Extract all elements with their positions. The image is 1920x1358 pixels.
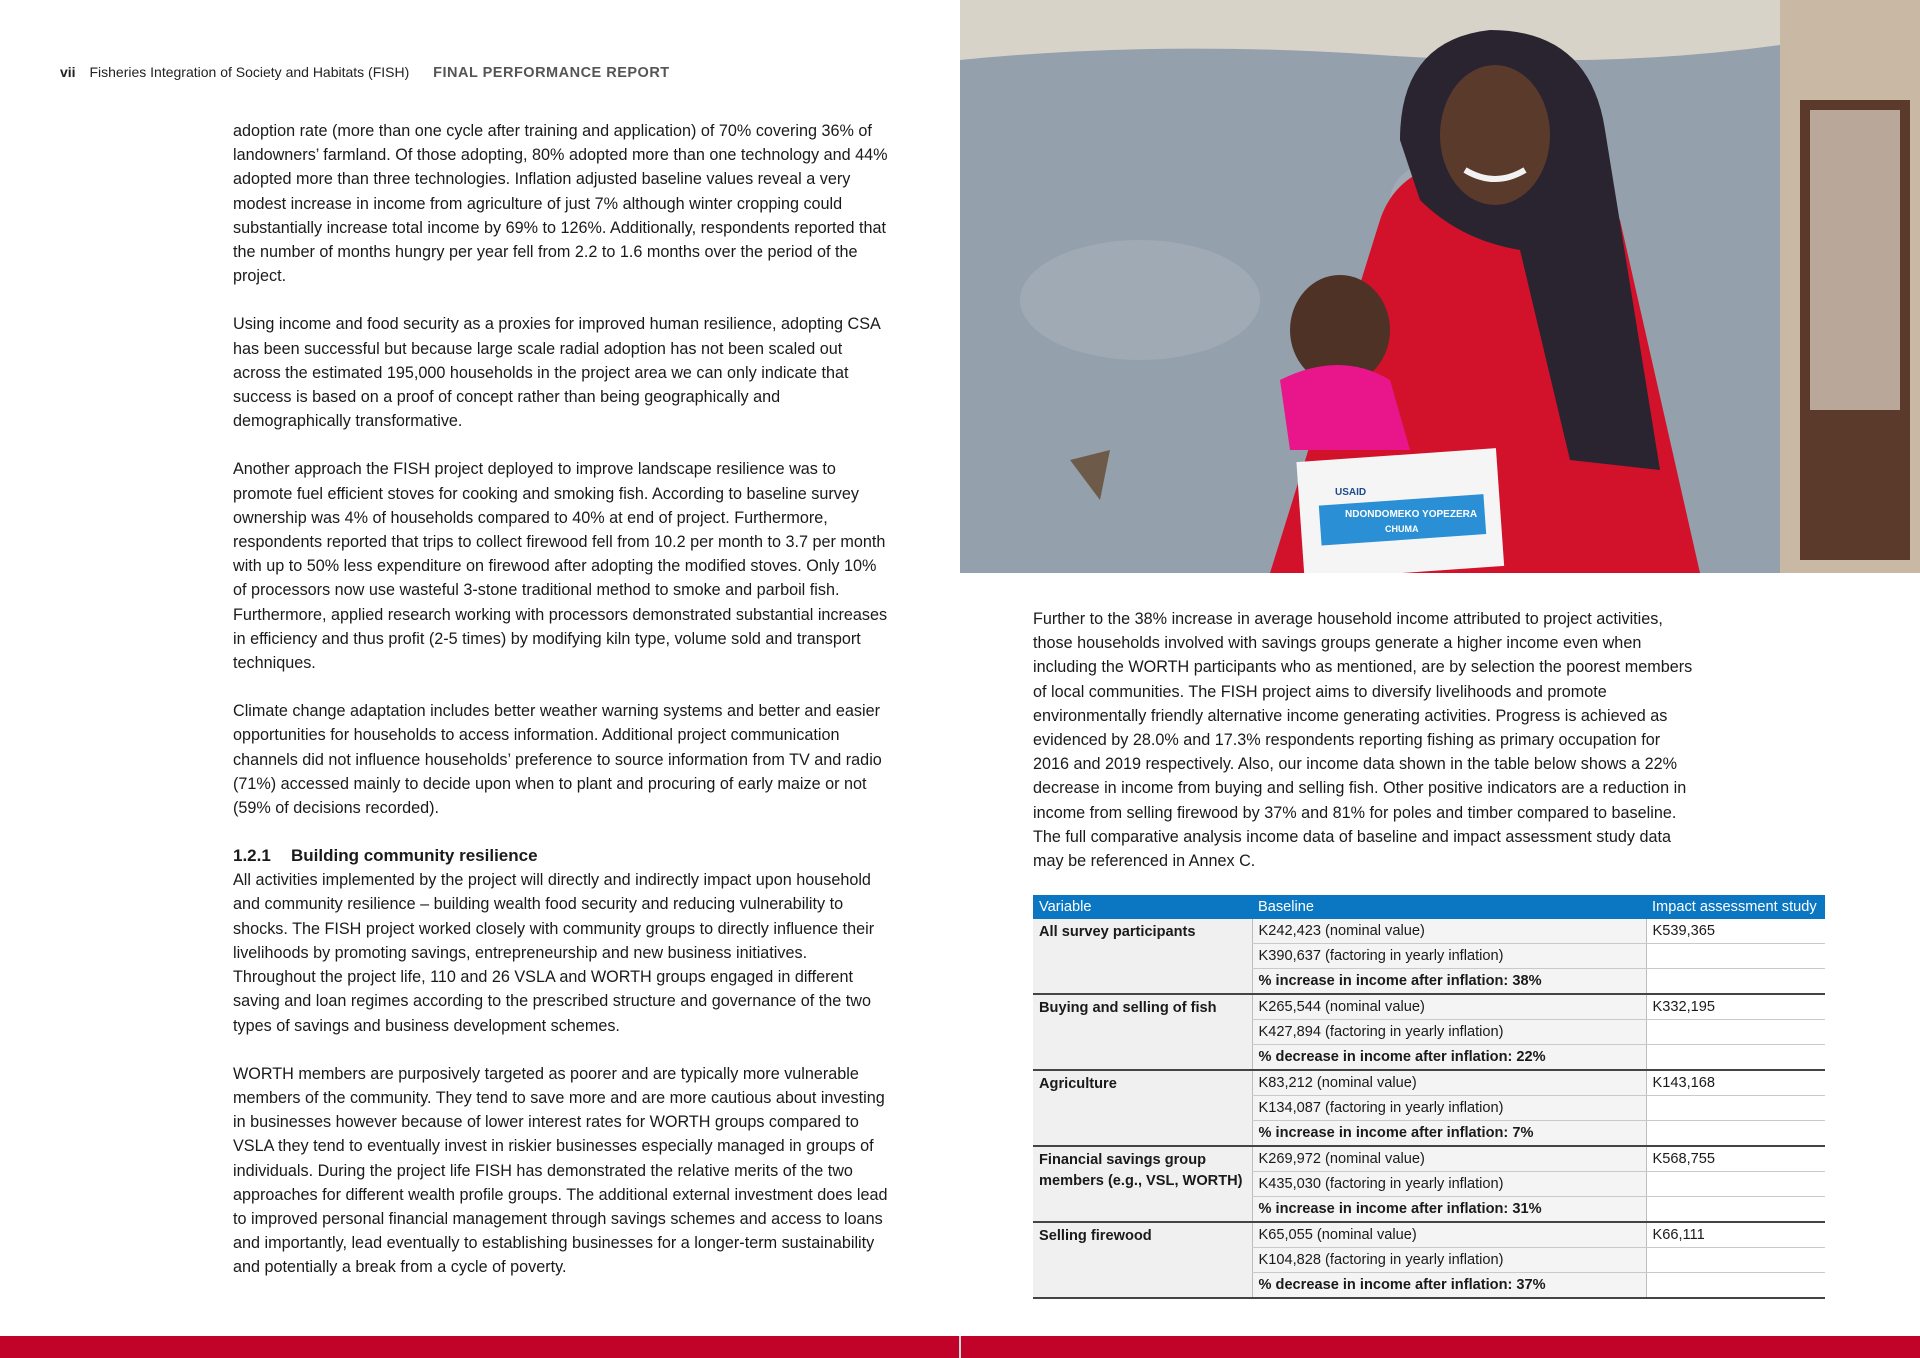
table-row [1033, 919, 1825, 944]
impact-empty [1646, 1020, 1825, 1045]
baseline-nominal: K83,212 (nominal value) [1252, 1070, 1646, 1096]
impact-empty [1646, 1045, 1825, 1071]
column-header: Variable [1033, 895, 1252, 919]
footer-accent-bar [0, 1336, 1920, 1358]
baseline-nominal: K65,055 (nominal value) [1252, 1222, 1646, 1248]
impact-empty [1646, 1096, 1825, 1121]
paragraph: WORTH members are purposively targeted as poorer and are typically more vulnerable members of the community. They tend to save more and are more cautious about investing in businesses however because of lower interest rates for WORTH groups compared to VSLA they tend to eventually invest in riskier businesses especially managed in groups of individuals. During the project life FISH has demonstrated the relative merits of the two approaches for different wealth profile groups. The additional external investment does lead to improved personal financial management through savings schemes and access to loans and importantly, lead eventually to establishing businesses for a longer-term sustainability and potentially a break from a cycle of poverty. [233, 1064, 888, 1277]
table-row [1033, 1222, 1825, 1248]
column-header: Impact assessment study [1646, 895, 1825, 919]
page-number: vii [60, 64, 76, 80]
column-header: Baseline [1252, 895, 1646, 919]
impact-empty [1646, 1273, 1825, 1299]
baseline-inflation: K134,087 (factoring in yearly inflation) [1252, 1096, 1646, 1121]
impact-value: K539,365 [1646, 919, 1825, 944]
paragraph: All activities implemented by the project will directly and indirectly impact upon household and community resilience – building wealth food security and reducing vulnerability to shocks. The FISH project worked closely with community groups to directly influence their livelihoods by promoting savings, entrepreneurship and new business initiatives. Throughout the project life, 110 and 26 VSLA and WORTH groups engaged in different saving and loan regimes according to the prescribed structure and governance of the two types of savings and business development schemes. [233, 871, 875, 1035]
section-number: 1.2.1 [233, 846, 271, 866]
baseline-inflation: K435,030 (factoring in yearly inflation) [1252, 1172, 1646, 1197]
impact-empty [1646, 1197, 1825, 1223]
baseline-nominal: K242,423 (nominal value) [1252, 919, 1646, 944]
impact-empty [1646, 1248, 1825, 1273]
baseline-inflation: K104,828 (factoring in yearly inflation) [1252, 1248, 1646, 1273]
left-text-column [233, 119, 889, 1304]
impact-empty [1646, 1121, 1825, 1147]
baseline-change: % increase in income after inflation: 7% [1252, 1121, 1646, 1147]
running-head [60, 64, 670, 81]
impact-value: K332,195 [1646, 994, 1825, 1020]
page-seam [959, 1336, 961, 1358]
baseline-change: % increase in income after inflation: 31% [1252, 1197, 1646, 1223]
baseline-inflation: K390,637 (factoring in yearly inflation) [1252, 944, 1646, 969]
baseline-change: % decrease in income after inflation: 22% [1252, 1045, 1646, 1071]
table-header-row [1033, 895, 1825, 919]
paragraph: Further to the 38% increase in average household income attributed to project activities, those households involved with savings groups generate a higher income even when including the WORTH participants who as mentioned, are by selection the poorest members of local communities. The FISH project aims to diversify livelihoods and promote environmentally friendly alternative income generating activities. Progress is achieved as evidenced by 28.0% and 17.3% respondents reporting fishing as primary occupation for 2016 and 2019 respectively. Also, our income data shown in the table below shows a 22% decrease in income from buying and selling fish. Other positive indicators are a reduction in income from selling firewood by 37% and 81% for poles and timber compared to baseline. The full comparative analysis income data of baseline and impact assessment study data may be referenced in Annex C. [1033, 610, 1693, 871]
paragraph: Using income and food security as a proxies for improved human resilience, adopting CSA has been successful but because large scale radial adoption has not been scaled out across the estimated 195,000 households in the project area we can only indicate that success is based on a proof of concept rather than being geographically and demographically transformative. [233, 315, 880, 431]
variable-cell: Financial savings group members (e.g., VSL, WORTH) [1033, 1146, 1252, 1222]
table-row [1033, 1070, 1825, 1096]
baseline-inflation: K427,894 (factoring in yearly inflation) [1252, 1020, 1646, 1045]
baseline-nominal: K269,972 (nominal value) [1252, 1146, 1646, 1172]
leaflet-title: NDONDOMEKO YOPEZERA [1345, 509, 1478, 520]
paragraph: Climate change adaptation includes better weather warning systems and better and easier opportunities for households to access information. Additional project communication channels did not influence households’ preference to source information from TV and radio (71%) accessed mainly to decide upon when to plant and procuring of early maize or not (59% of decisions recorded). [233, 702, 882, 818]
right-text-column [1033, 607, 1693, 897]
paragraph: Another approach the FISH project deployed to improve landscape resilience was to promote fuel efficient stoves for cooking and smoking fish. According to baseline survey ownership was 4% of households compared to 40% at end of project. Furthermore, respondents reported that trips to collect firewood fell from 10.2 per month to 3.7 per month with up to 50% less expenditure on firewood after adopting the modified stoves. Only 10% of processors now use wasteful 3-stone traditional method to smoke and parboil fish. Furthermore, applied research working with processors demonstrated substantial increases in efficiency and thus profit (2-5 times) by modifying kiln type, volume sold and transport techniques. [233, 460, 888, 673]
table-row [1033, 1146, 1825, 1172]
baseline-change: % increase in income after inflation: 38% [1252, 969, 1646, 995]
impact-value: K568,755 [1646, 1146, 1825, 1172]
variable-cell: Buying and selling of fish [1033, 994, 1252, 1070]
impact-value: K143,168 [1646, 1070, 1825, 1096]
impact-empty [1646, 944, 1825, 969]
impact-empty [1646, 1172, 1825, 1197]
variable-cell: Agriculture [1033, 1070, 1252, 1146]
photo-woman-with-baby [960, 0, 1920, 573]
impact-empty [1646, 969, 1825, 995]
baseline-change: % decrease in income after inflation: 37% [1252, 1273, 1646, 1299]
photo-illustration [960, 0, 1920, 573]
usaid-logo: USAID [1335, 487, 1367, 498]
project-title: Fisheries Integration of Society and Habitats (FISH) [89, 64, 410, 80]
report-title: FINAL PERFORMANCE REPORT [433, 65, 670, 81]
table-row [1033, 994, 1825, 1020]
section-title: Building community resilience [291, 846, 538, 866]
income-comparison-table [1033, 895, 1825, 1299]
variable-cell: All survey participants [1033, 919, 1252, 994]
section-heading [233, 844, 889, 868]
leaflet-subtitle: CHUMA [1385, 524, 1419, 534]
baseline-nominal: K265,544 (nominal value) [1252, 994, 1646, 1020]
impact-value: K66,111 [1646, 1222, 1825, 1248]
paragraph: adoption rate (more than one cycle after training and application) of 70% covering 36% of landowners’ farmland. Of those adopting, 80% adopted more than one technology and 44% adopted more than three technologies. Inflation adjusted baseline values reveal a very modest increase in income from agriculture of just 7% although winter cropping could substantially increase total income by 69% to 126%. Additionally, respondents reported that the number of months hungry per year fell from 2.2 to 1.6 months over the period of the project. [233, 122, 888, 286]
variable-cell: Selling firewood [1033, 1222, 1252, 1298]
